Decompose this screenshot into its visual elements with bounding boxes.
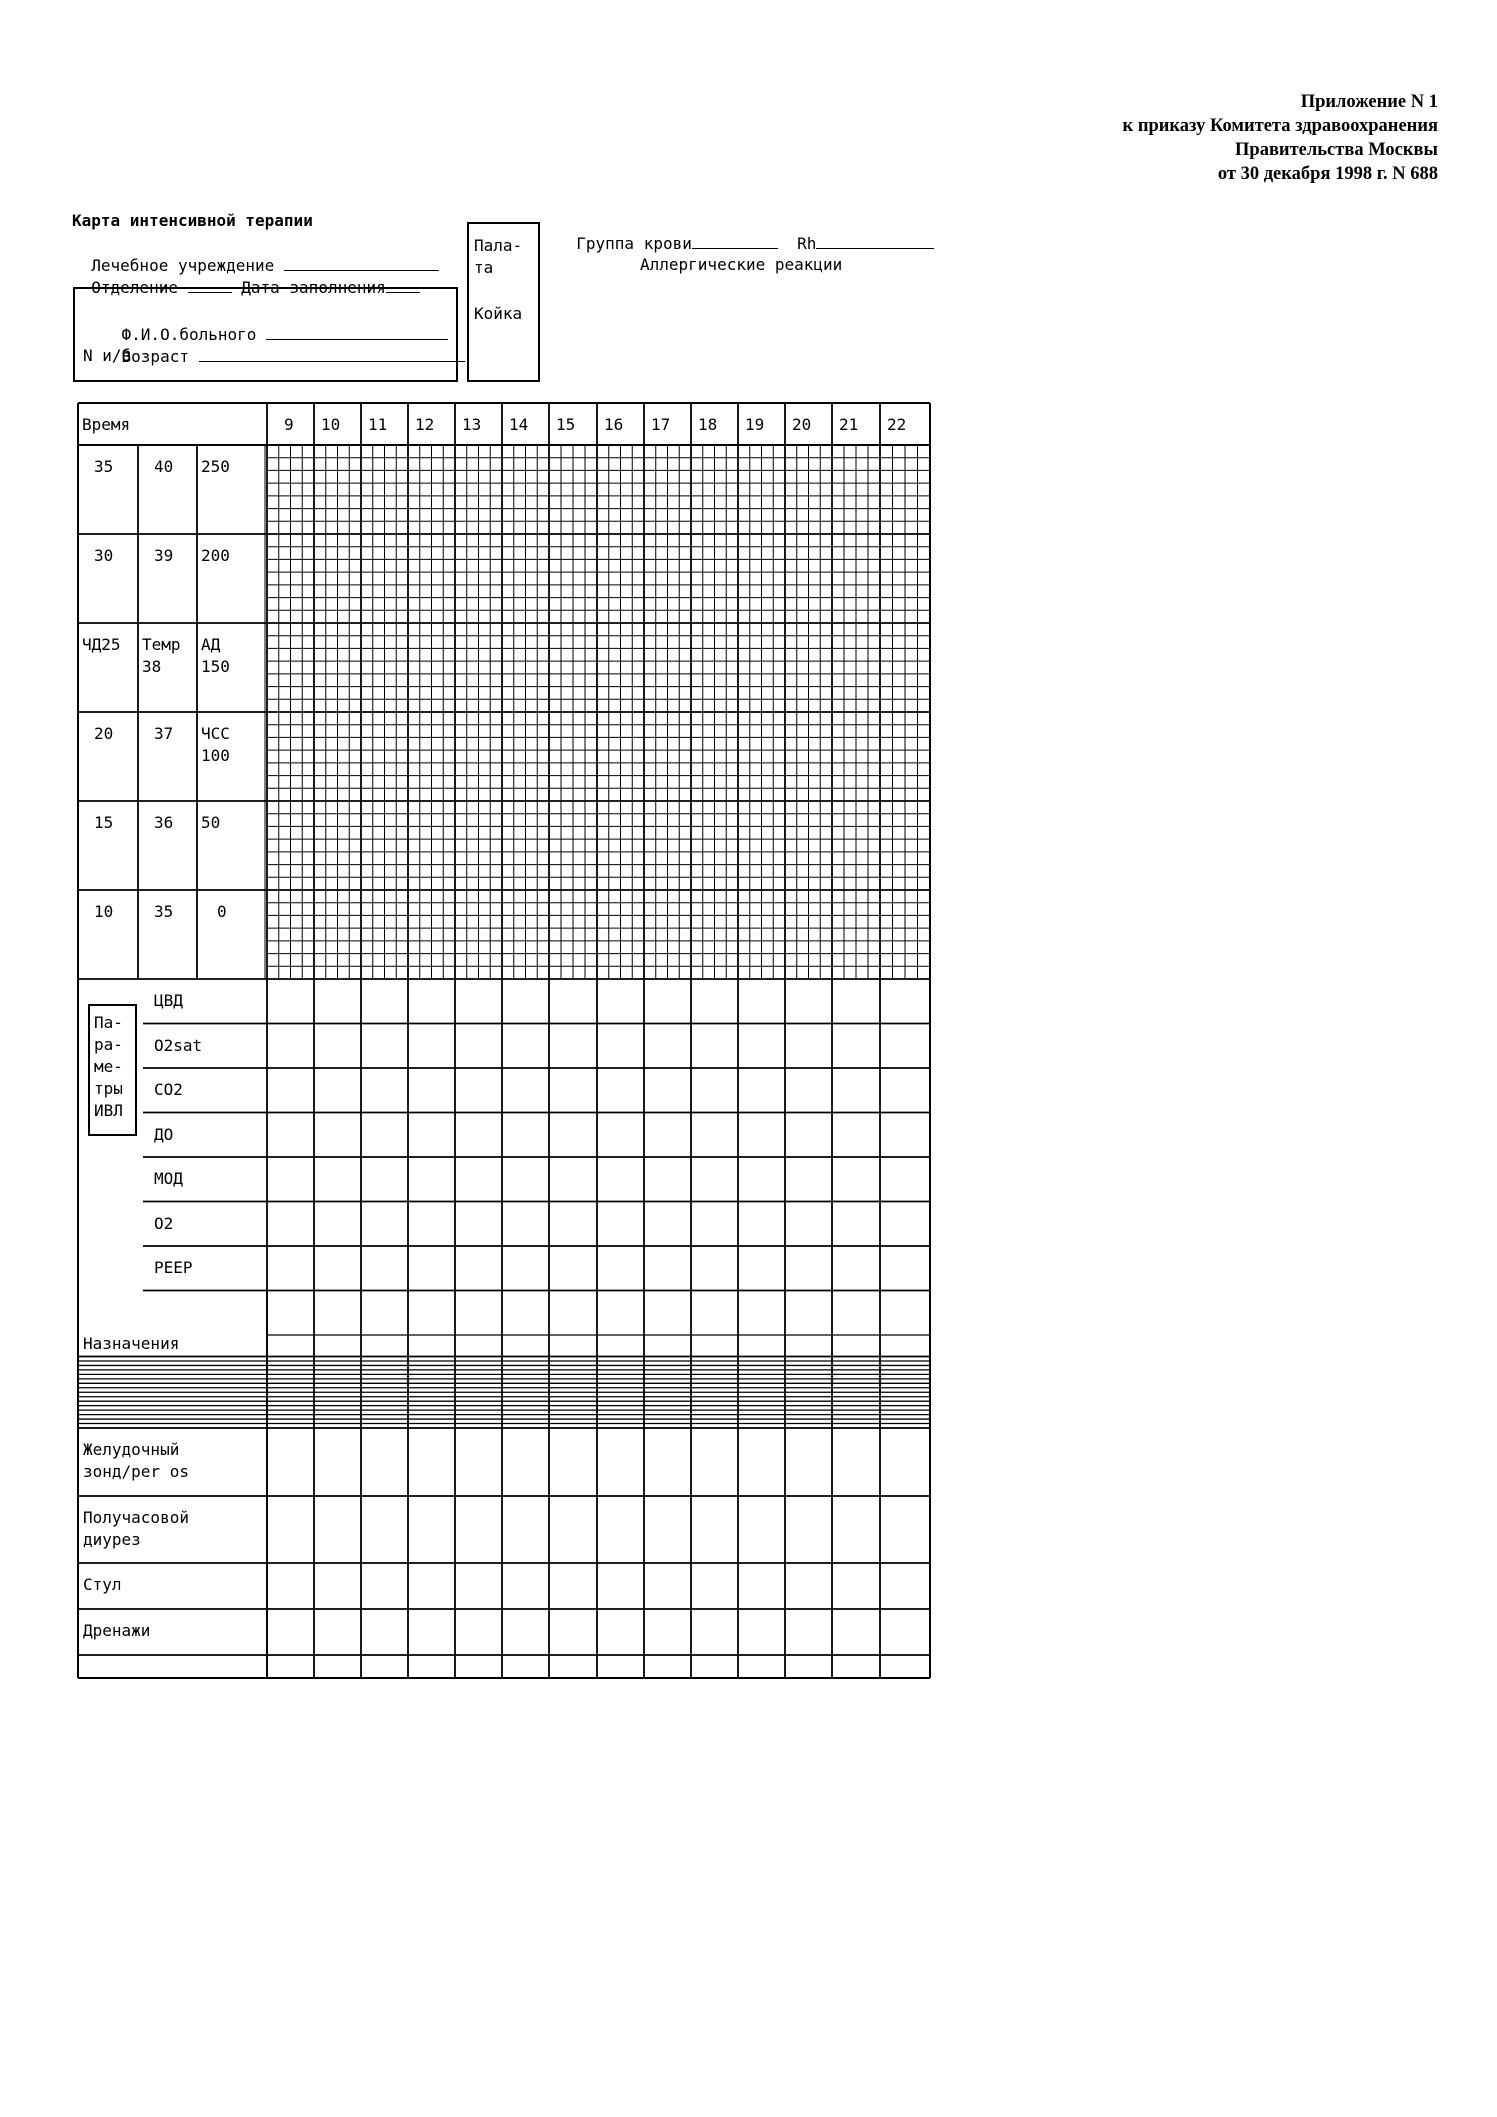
scale-label-col2: 37 [154, 724, 174, 743]
ventilation-group-label: Па- ра- ме- тры ИВЛ [94, 1013, 123, 1120]
bottom-row-label: Желудочный зонд/per os [83, 1440, 189, 1481]
ventilation-param-label: O2sat [154, 1035, 203, 1055]
age-label: Возраст [121, 347, 189, 366]
hour-label: 14 [509, 415, 529, 434]
hour-label: 16 [604, 415, 624, 434]
ward-label-line-1: Пала- [474, 236, 523, 255]
scale-label-col1: 10 [94, 902, 114, 921]
fill-date-label: Дата заполнения [241, 278, 386, 297]
hour-label: 17 [651, 415, 671, 434]
hour-label: 10 [321, 415, 341, 434]
appendix-line-3: Правительства Москвы [1235, 140, 1438, 160]
history-number-label: N и/б [83, 346, 132, 365]
bottom-row-label: Дренажи [83, 1621, 151, 1640]
bottom-row-label: Получасовой диурез [83, 1508, 189, 1549]
institution-label: Лечебное учреждение [91, 256, 275, 275]
ventilation-param-label: PEEP [154, 1258, 193, 1277]
prescriptions-label: Назначения [83, 1333, 180, 1353]
scale-label-col3: АД 150 [201, 635, 230, 676]
blood-group-label: Группа крови [576, 234, 692, 253]
hour-label: 12 [415, 415, 435, 434]
hour-label: 20 [792, 415, 812, 434]
scale-label-col2: 36 [154, 813, 174, 832]
scale-label-col3: 200 [201, 546, 230, 565]
scale-label-col1: 15 [94, 813, 114, 832]
hour-label: 13 [462, 415, 482, 434]
appendix-line-2: к приказу Комитета здравоохранения [1122, 116, 1438, 136]
form-title: Карта интенсивной терапии [72, 211, 313, 230]
allergy-label: Аллергические реакции [640, 255, 843, 274]
hour-label: 9 [284, 415, 294, 434]
scale-label-col3: 50 [201, 813, 221, 832]
bed-label: Койка [474, 304, 523, 323]
scale-label-col2: 39 [154, 546, 174, 565]
scale-label-col1: 35 [94, 457, 114, 476]
ventilation-param-label: CO2 [154, 1080, 183, 1099]
hour-label: 19 [745, 415, 765, 434]
appendix-line-1: Приложение N 1 [1300, 92, 1438, 112]
ventilation-param-label: O2 [154, 1213, 174, 1233]
scale-label-col1: ЧД25 [82, 635, 121, 654]
scale-label-col1: 30 [94, 546, 114, 565]
hour-label: 11 [368, 415, 388, 434]
ward-label-line-2: та [474, 258, 494, 277]
scale-label-col1: 20 [94, 724, 114, 743]
hour-label: 15 [556, 415, 576, 434]
ventilation-param-label: ЦВД [154, 991, 183, 1010]
scale-label-col3: 0 [217, 902, 227, 921]
scale-label-col3: 250 [201, 457, 230, 476]
bottom-row-label: Стул [83, 1575, 122, 1594]
hour-label: 22 [887, 415, 907, 434]
scale-label-col2: 40 [154, 457, 174, 476]
hour-label: 21 [839, 415, 859, 434]
department-label: Отделение [91, 278, 178, 297]
hour-label: 18 [698, 415, 718, 434]
ventilation-param-label: МОД [154, 1169, 183, 1188]
scale-label-col3: ЧСС 100 [201, 724, 230, 765]
ventilation-param-label: ДО [154, 1124, 174, 1144]
time-label: Время [82, 415, 131, 434]
scale-label-col2: 35 [154, 902, 174, 921]
patient-name-label: Ф.И.О.больного [121, 325, 257, 344]
appendix-line-4: от 30 декабря 1998 г. N 688 [1217, 164, 1438, 184]
rh-label: Rh [797, 234, 817, 253]
scale-label-col2: Темр 38 [142, 635, 181, 676]
